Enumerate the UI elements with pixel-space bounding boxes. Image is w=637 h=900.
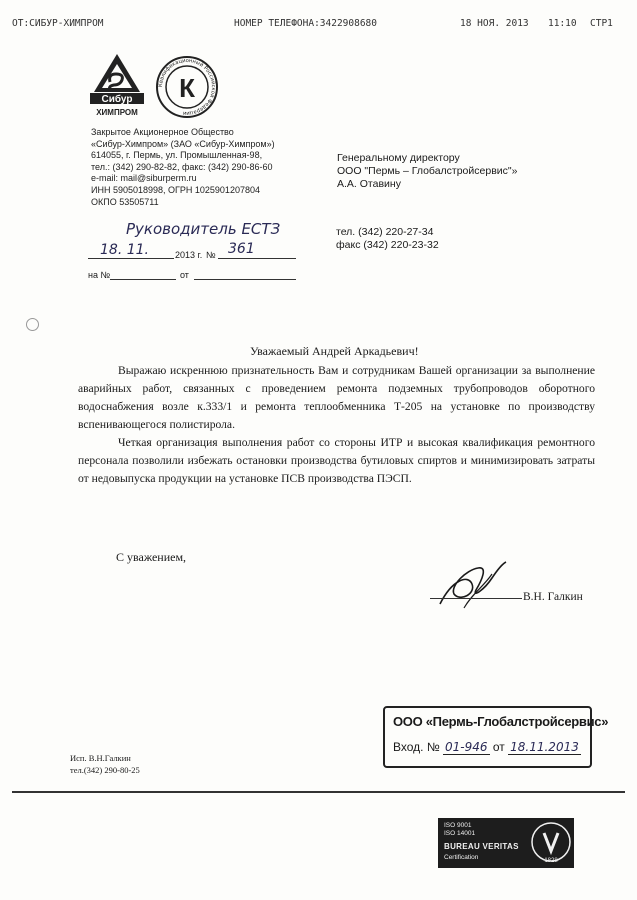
stamp-incoming-number: 01-946 <box>445 740 488 754</box>
address-line: Закрытое Акционерное Общество <box>91 127 234 137</box>
company-address <box>91 127 275 208</box>
cert-iso1: ISO 9001 <box>444 822 472 829</box>
address-line: «Сибур-Химпром» (ЗАО «Сибур-Химпром») <box>91 138 275 149</box>
contact-tel: тел. (342) 220-27-34 <box>336 226 434 238</box>
recipient-block <box>337 152 517 191</box>
seal-icon <box>155 55 219 119</box>
seal-ring-text: Квалификационный Российской Федерации <box>157 57 217 117</box>
footer-rule <box>12 791 625 793</box>
stamp-title: ООО «Пермь-Глобалстройсервис» <box>393 714 609 729</box>
stamp-date: 18.11.2013 <box>510 740 579 754</box>
recipient-position: Генеральному директору <box>337 152 460 164</box>
closing: С уважением, <box>116 550 187 564</box>
address-line: ИНН 5905018998, ОГРН 1025901207804 <box>91 184 260 195</box>
fax-phone: НОМЕР ТЕЛЕФОНА:3422908680 <box>234 18 377 29</box>
quality-seal <box>155 55 219 119</box>
fax-header <box>12 18 622 32</box>
bureau-veritas-icon <box>530 821 572 865</box>
logo-division: ХИМПРОМ <box>96 108 138 117</box>
sibur-logo-icon <box>88 52 146 118</box>
signature-line <box>430 598 522 599</box>
stamp-incoming-label: Вход. № <box>393 740 440 754</box>
address-line: тел.: (342) 290-82-82, факс: (342) 290-86-60 <box>91 161 273 172</box>
outgoing-year: 2013 г. <box>175 250 203 260</box>
outgoing-number: 361 <box>228 241 255 257</box>
address-line: 614055, г. Пермь, ул. Промышленная-98, <box>91 150 263 161</box>
contacts <box>336 226 439 252</box>
sibur-logo <box>88 52 146 118</box>
seal-letter: К <box>179 73 195 103</box>
executor <box>70 752 140 776</box>
paragraph: Четкая организация выполнения работ со стороны ИТР и высокая квалификация ремонтного персонала позволили избежать остановки производства бутиловых спиртов и минимизировать затраты от недовыпуска продукции на установке ПСВ производства ПЭСП. <box>78 436 595 485</box>
certification-badge <box>438 818 574 868</box>
stamp-date-label: от <box>492 740 505 754</box>
executor-phone: тел.(342) 290-80-25 <box>70 765 140 775</box>
incoming-stamp <box>383 706 609 768</box>
paragraph: Выражаю искреннюю признательность Вам и сотрудникам Вашей организации за выполнение аварийных работ, связанных с проведением ремонта подземных трубопроводов оборотного водоснабжения возле к.333/1 и ремонта теплообменника Т-205 на установке по производству вспенивающегося полистирола. <box>78 364 595 431</box>
ref-label: на № <box>88 270 111 280</box>
fax-from: ОТ:СИБУР-ХИМПРОМ <box>12 18 104 29</box>
cert-year: 1828 <box>544 858 558 864</box>
address-line: e-mail: mail@siburperm.ru <box>91 173 197 184</box>
recipient-name: А.А. Отавину <box>337 178 401 190</box>
cert-iso2: ISO 14001 <box>444 830 476 837</box>
signature-mark-icon <box>432 560 522 612</box>
handwritten-note: Руководитель ЕСТЗ <box>126 220 281 238</box>
address-line: ОКПО 53505711 <box>91 196 159 207</box>
letter-body <box>78 362 595 488</box>
signature <box>432 560 522 612</box>
fax-time: 11:10 <box>548 18 577 29</box>
fax-date: 18 НОЯ. 2013 <box>460 18 529 29</box>
punch-hole <box>26 318 39 331</box>
cert-brand: BUREAU VERITAS <box>444 842 519 851</box>
outgoing-number-label: № <box>206 250 216 260</box>
recipient-company: ООО "Пермь – Глобалстройсервис"» <box>337 165 518 177</box>
ref-from-label: от <box>180 270 189 280</box>
greeting: Уважаемый Андрей Аркадьевич! <box>250 344 419 358</box>
executor-name: Исп. В.Н.Галкин <box>70 753 131 763</box>
stamp-incoming-row <box>393 740 581 754</box>
cert-sub: Certification <box>444 854 479 861</box>
logo-brand: Сибур <box>101 94 133 105</box>
signer-name: В.Н. Галкин <box>523 591 583 603</box>
outgoing-date: 18. 11. <box>100 242 149 258</box>
contact-fax: факс (342) 220-23-32 <box>336 239 439 251</box>
outgoing-ref <box>88 240 298 284</box>
fax-page: СТР1 <box>590 18 613 29</box>
